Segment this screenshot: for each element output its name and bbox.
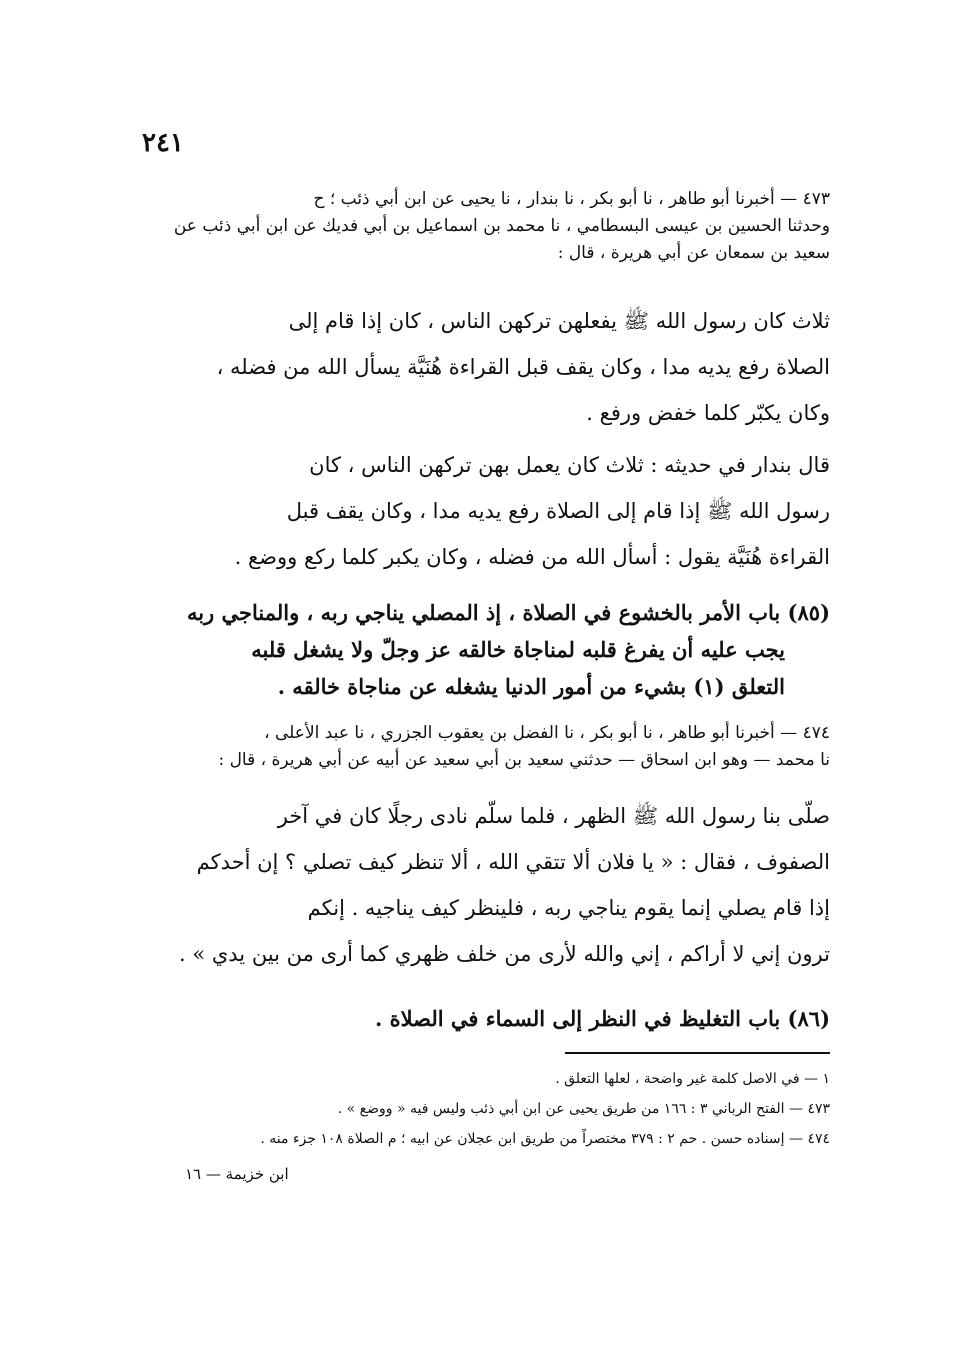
chapter-85-heading — [140, 594, 830, 705]
text-line: القراءة هُنَيَّة يقول : أسأل الله من فضله ، وكان يكبر كلما ركع ووضع . — [234, 545, 830, 569]
heading-line: التعلق (١) بشيء من أمور الدنيا يشغله عن مناجاة خالقه . — [277, 674, 785, 699]
text-line: ترون إني لا أراكم ، إني والله لأرى من خلف ظهري كما أرى من بين يدي » . — [178, 942, 830, 966]
signature-mark: ابن خزيمة — ١٦ — [185, 1165, 289, 1183]
hadith-473-bundar-version — [140, 442, 830, 580]
text-line: وكان يكبّر كلما خفض ورفع . — [586, 401, 830, 425]
text-line: قال بندار في حديثه : ثلاث كان يعمل بهن تركهن الناس ، كان — [309, 453, 830, 477]
footnote: ١ — في الاصل كلمة غير واضحة ، لعلها التعلق . — [555, 1071, 830, 1087]
text-line: ثلاث كان رسول الله ﷺ يفعلهن تركهن الناس ، كان إذا قام إلى — [288, 309, 830, 333]
text-line: الصلاة رفع يديه مدا ، وكان يقف قبل القراءة هُنَيَّة يسأل الله من فضله ، — [216, 355, 830, 379]
hadith-474-isnad — [140, 720, 830, 774]
heading-line: (٨٥) باب الأمر بالخشوع في الصلاة ، إذ المصلي يناجي ربه ، والمناجي ربه — [186, 600, 830, 625]
text-line: الصفوف ، فقال : « يا فلان ألا تتقي الله ، ألا تنظر كيف تصلي ؟ إن أحدكم — [196, 850, 830, 874]
text-line: صلّى بنا رسول الله ﷺ الظهر ، فلما سلّم نادى رجلًا كان في آخر — [277, 804, 830, 828]
footnotes — [140, 1064, 830, 1154]
heading-line: يجب عليه أن يفرغ قلبه لمناجاة خالقه عز وجلّ ولا يشغل قلبه — [251, 637, 785, 662]
text-line: سعيد بن سمعان عن أبي هريرة ، قال : — [557, 243, 830, 263]
hadith-474-text — [140, 793, 830, 977]
text-line: رسول الله ﷺ إذا قام إلى الصلاة رفع يديه مدا ، وكان يقف قبل — [286, 499, 830, 523]
text-line: وحدثنا الحسين بن عيسى البسطامي ، نا محمد بن اسماعيل بن أبي فديك عن ابن أبي ذئب عن — [173, 216, 830, 236]
text-line: إذا قام يصلي إنما يقوم يناجي ربه ، فلينظر كيف يناجيه . إنكم — [307, 896, 830, 920]
footnote: ٤٧٤ — إسناده حسن . حم ٢ : ٣٧٩ مختصراً من طريق ابن عجلان عن ابيه ؛ م الصلاة ١٠٨ جزء منه . — [260, 1131, 830, 1147]
text-line: نا محمد — وهو ابن اسحاق — حدثني سعيد بن أبي سعيد عن أبيه عن أبي هريرة ، قال : — [218, 750, 830, 770]
hadith-473-isnad — [140, 186, 830, 267]
text-line: ٤٧٣ — أخبرنا أبو طاهر ، نا أبو بكر ، نا بندار ، نا يحيى عن ابن أبي ذئب ؛ ح — [313, 189, 830, 209]
chapter-86-heading — [140, 1000, 830, 1037]
text-line: ٤٧٤ — أخبرنا أبو طاهر ، نا أبو بكر ، نا الفضل بن يعقوب الجزري ، نا عبد الأعلى ، — [264, 723, 830, 743]
page-number: ٢٤١ — [142, 128, 184, 158]
footnote-divider — [565, 1052, 830, 1054]
heading-line: (٨٦) باب التغليظ في النظر إلى السماء في الصلاة . — [374, 1006, 830, 1031]
hadith-473-text — [140, 298, 830, 436]
footnote: ٤٧٣ — الفتح الرباني ٣ : ١٦٦ من طريق يحيى عن ابن أبي ذئب وليس فيه « ووضع » . — [337, 1101, 830, 1117]
